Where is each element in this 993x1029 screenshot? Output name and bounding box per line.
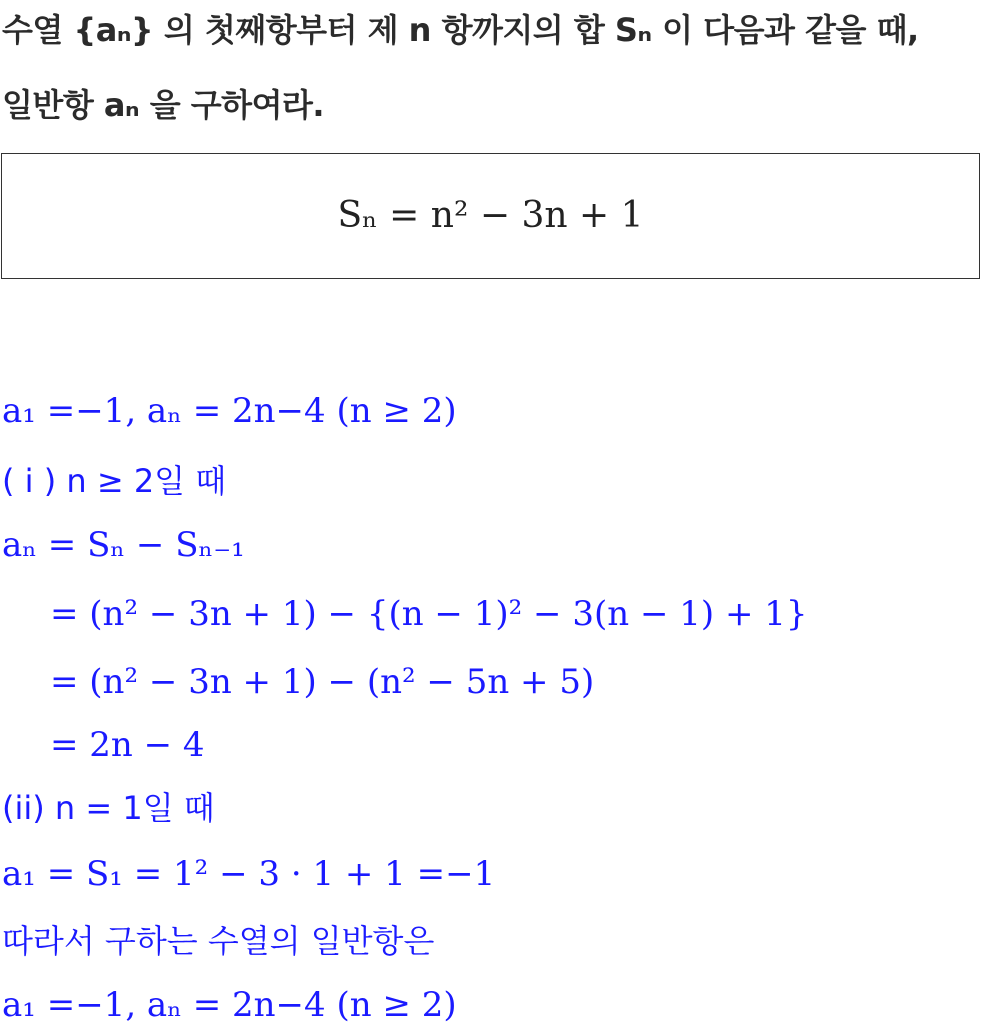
- case1-heading: ( i ) n ≥ 2일 때: [2, 462, 227, 500]
- problem-line-1: 수열 {aₙ} 의 첫째항부터 제 n 항까지의 합 Sₙ 이 다음과 같을 때,: [2, 11, 919, 49]
- case2-heading: (ii) n = 1일 때: [2, 789, 215, 827]
- answer-bottom: a₁ =−1, aₙ = 2n−4 (n ≥ 2): [2, 985, 457, 1025]
- answer-top: a₁ =−1, aₙ = 2n−4 (n ≥ 2): [2, 391, 457, 431]
- given-formula-box: [1, 153, 980, 279]
- case1-step-4: = 2n − 4: [50, 725, 205, 765]
- problem-line-2: 일반항 aₙ 을 구하여라.: [2, 86, 325, 124]
- case1-step-2: = (n² − 3n + 1) − {(n − 1)² − 3(n − 1) + 1}: [50, 594, 808, 634]
- case1-step-3: = (n² − 3n + 1) − (n² − 5n + 5): [50, 662, 595, 702]
- given-formula: Sₙ = n² − 3n + 1: [337, 195, 644, 236]
- case2-step-1: a₁ = S₁ = 1² − 3 · 1 + 1 =−1: [2, 854, 496, 894]
- conclusion-text: 따라서 구하는 수열의 일반항은: [2, 922, 435, 960]
- case1-step-1: aₙ = Sₙ − Sₙ₋₁: [2, 525, 245, 565]
